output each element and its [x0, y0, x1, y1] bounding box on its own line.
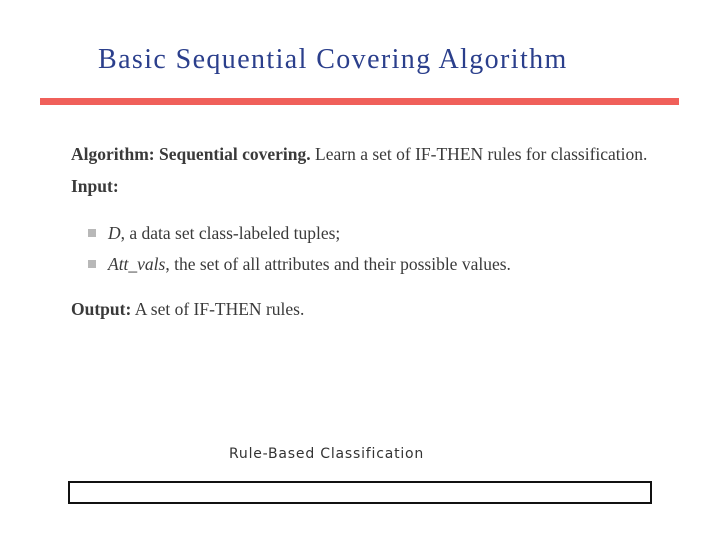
- input-label: Input:: [71, 176, 119, 196]
- output-line: [71, 298, 304, 320]
- input-item-2: [108, 253, 511, 275]
- footer-box: [68, 481, 652, 504]
- input-var: Att_vals: [108, 254, 166, 274]
- algorithm-heading: [71, 143, 647, 165]
- title-divider: [40, 98, 679, 105]
- input-desc: , the set of all attributes and their possible values.: [165, 254, 511, 274]
- algorithm-heading-label: Algorithm: Sequential covering.: [71, 144, 311, 164]
- output-text: A set of IF-THEN rules.: [131, 299, 305, 319]
- input-heading: [71, 175, 119, 197]
- input-var: D: [108, 223, 121, 243]
- input-item-1: [108, 222, 340, 244]
- algorithm-heading-text: Learn a set of IF-THEN rules for classification.: [310, 144, 648, 164]
- square-bullet-icon: [88, 229, 96, 237]
- footer-label: Rule-Based Classification: [229, 446, 425, 462]
- square-bullet-icon: [88, 260, 96, 268]
- output-label: Output:: [71, 299, 132, 319]
- slide-title: Basic Sequential Covering Algorithm: [98, 44, 568, 75]
- input-desc: , a data set class-labeled tuples;: [120, 223, 341, 243]
